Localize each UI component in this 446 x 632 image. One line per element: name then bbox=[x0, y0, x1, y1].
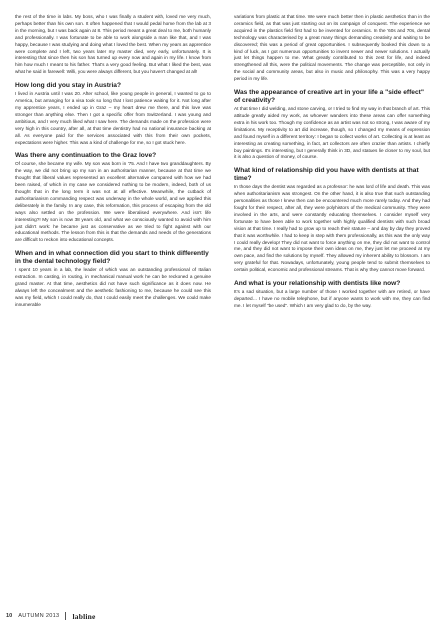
interview-question: And what is your relationship with dentists like now? bbox=[234, 280, 401, 288]
paragraph: Of course, she became my wife. My son was born in '75. And I have two granddaughters. By the way, we did not bring up my son in an authoritarian manner, because at that time we thought that liberal values represented an excellent alternative compared with how we had been raised, of which in my case we considered nothing to be modern, indeed, both of us thought that in the long term it was not at all effective. Meanwhile, the cutback of authoritarianism commanding respect was underway in the whole world, and we applied this deliberately in the family. In any case, this reformation, this process of escaping from the old ways also settled on the profession. We were liberalised everywhere. And isn't life interesting?! My son is now 38 years old, and what we consciously wanted to avoid with him just didn't work: he became just as conservative as we tried to fight against with our educational methods. The lesson from this is that the demands and needs of the generations are difficult to reckon into educational concepts. bbox=[15, 161, 211, 243]
paragraph: the rest of the time in labs. My boss, who I was finally a student with, loved me very much, perhaps better than his own son. It often happened that I would pedal home from the lab at 3 in the morning, but I was back again at 8. This period meant a great deal to me, both humanly and professionally. I was fortunate to be able to work alongside a man like that, and I was happy, because I was studying and doing what I loved the best. When my years as apprentice were complete and I left, two years later my master died, very early, unfortunately. It is interesting that since then his son has turned up every now and again in my life. I know from him how much I meant to his father. That's a very good feeling. But what I liked the best, was what he said in farewell: Willi, you were always different, but you haven't changed at all! bbox=[15, 14, 211, 75]
magazine-logo: labline bbox=[72, 611, 96, 621]
interview-question: Was the appearance of creative art in your life a "side effect" of creativity? bbox=[234, 89, 424, 105]
interview-question: How long did you stay in Austria? bbox=[15, 82, 121, 90]
left-column bbox=[15, 14, 211, 315]
page-number: 10 bbox=[6, 613, 13, 619]
paragraph: variations from plastic at that time. We were much better then in plastic aesthetics than in the ceramics field, as that was just starting out on its campaign of conquest. The experience we acquired in the plastics field first had to be invented for ceramics. In the '60s and 70s, dental technology was characterised by a great many things demanding creativity and waiting to be discovered; this was a period of great opportunities. I subsequently booked this down to a kind of luck, as I got numerous opportunities to invent newer and newer solutions. I actually just let things happen to me. What greatly contributed to this zest for life, and indeed strengthened all this, were the political movements. The change was perceptible, not only in the social and community areas, but also in music and philosophy. This was a very happy period in my life. bbox=[234, 14, 430, 82]
paragraph: In those days the dentist was regarded as a professor: he was lord of life and death. This was when authoritarianism was strongest. On the other hand, it is also true that such outstanding personalities as those I knew then can be encountered much more rarely today. And they had fought for their respect, after all, they were polyhistors of the medical community. They were involved in the arts, and were constantly educating themselves. I consider myself very fortunate to have been able to work together with highly qualified dentists with such broad vision at that time. I really had to grow up to reach their stature – and day by day they proved that it was worthwhile. I had to keep in step with them professionally, as this was the only way I could really develop! They did not want to force anything on me, they did not want to control me, and they did not want to impose their own ideas on me, they just let me proceed at my own pace, and find the solutions by myself. They allowed my inherent ability to blossom. I am very grateful for that. Nowadays, unfortunately, young people tend to submit themselves to certain political, economic and professional streams. That is why they cannot move forward. bbox=[234, 184, 430, 273]
right-column bbox=[234, 14, 430, 316]
page-footer bbox=[6, 611, 96, 621]
paragraph: I lived in Austria until I was 20. After school, like young people in general, I wanted to go to America, but arranging for a visa took so long that I lost patience waiting for it. Not long after my apprentice years, I ended up in Graz – my heart drew me there, and this love was stronger than anything else. Then I got a specific offer from Switzerland. I was young and ambitious, and I very much liked what I saw here. The demands made on the profession were very high in this country, after all, at that time dentistry had no national insurance backing at all. As everyone paid for the services associated with this from their own pockets, expectations were higher. This was a kind of challenge for me, so I got stuck here. bbox=[15, 91, 211, 145]
paragraph: It's a sad situation, but a large number of those I worked together with are retired, or have departed… I have no mobile telephone, but if anyone wants to work with me, they can find me. I let myself "be used". Which I am very glad to do, by the way. bbox=[234, 289, 430, 308]
interview-question: What kind of relationship did you have with dentists at that time? bbox=[234, 167, 419, 183]
paragraph: At that time I did welding, and stone carving, or I tried to find my way in that branch of art. This attitude greatly aided my work, as whoever wanders into these areas can offer something extra in his work too. Though my confidence as an artist was not so strong, I was aware of my limitations. My receptivity to art did increase, though, so I changed my means of expression and found myself in a different territory: I began to collect works of art. Collecting is at least as interesting as creating something, in fact, art collectors are often crazier than artists. I chiefly buy paintings. It's interesting, but I generally think in 3D, and statues lie closer to my soul, but it is also a question of money, of course. bbox=[234, 106, 430, 160]
interview-question: When and in what connection did you start to think differently in the dental technology field? bbox=[15, 250, 209, 266]
footer-divider bbox=[65, 612, 66, 620]
paragraph: I spent 10 years in a lab, the leader of which was an outstanding professional of Italian extraction. In casting, in routing, in mechanical manual work he can be reckoned a genuine grand master. At that time, aesthetics did not have such significance as it does now. He always left the concealment and the aesthetic fashioning to me, because he could see this was my field, which I could really do, that I could easily meet the challenges. We could make innumerable bbox=[15, 267, 211, 307]
interview-question: Was there any continuation to the Graz love? bbox=[15, 152, 157, 160]
issue-label: AUTUMN 2013 bbox=[18, 613, 60, 619]
